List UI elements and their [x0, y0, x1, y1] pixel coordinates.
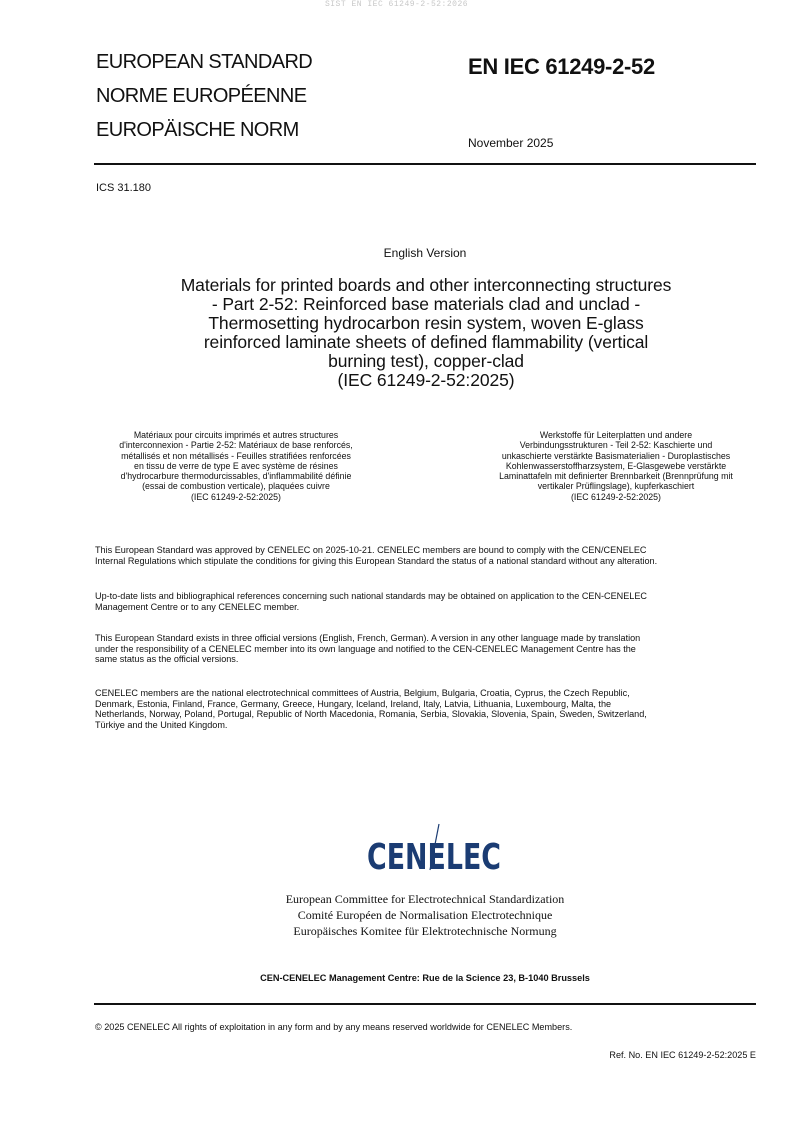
french-title-line: (IEC 61249-2-52:2025)	[191, 491, 281, 502]
paragraph-line: This European Standard was approved by CENELEC on 2025-10-21. CENELEC members are bound to comply with the CEN/CENELEC	[95, 545, 647, 555]
standard-type-english: EUROPEAN STANDARD	[96, 51, 313, 73]
committee-names	[94, 891, 756, 939]
paragraph-line: Management Centre or to any CENELEC member.	[95, 601, 300, 612]
french-title	[86, 430, 386, 502]
committee-name-english: European Committee for Electrotechnical Standardization	[285, 892, 565, 906]
standard-type-french: NORME EUROPÉENNE	[96, 85, 307, 107]
language-version: English Version	[383, 246, 467, 260]
standard-type-names	[96, 52, 312, 154]
standard-type-german: EUROPÄISCHE NORM	[96, 119, 299, 141]
committee-name-german: Europäisches Komitee für Elektrotechnische Normung	[293, 924, 557, 938]
german-title-line: (IEC 61249-2-52:2025)	[571, 491, 661, 502]
title-line: (IEC 61249-2-52:2025)	[337, 370, 515, 390]
members-paragraph	[95, 688, 765, 730]
french-title-line: (essai de combustion verticale), plaquées cuivre	[142, 481, 330, 492]
title-line: burning test), copper-clad	[328, 351, 524, 371]
french-title-line: Matériaux pour circuits imprimés et autres structures	[133, 430, 339, 440]
german-title-line: Kohlenwasserstoffharzsystem, E-Glasgewebe verstärkte	[505, 460, 727, 471]
ics-code: ICS 31.180	[96, 182, 152, 194]
paragraph-line: Türkiye and the United Kingdom.	[95, 719, 228, 730]
management-centre-address: CEN-CENELEC Management Centre: Rue de la Science 23, B-1040 Brussels	[260, 973, 590, 983]
title-line: Materials for printed boards and other interconnecting structures	[180, 275, 672, 295]
approval-paragraph	[95, 545, 765, 566]
paragraph-line: This European Standard exists in three official versions (English, French, German). A version in any other language made by translation	[95, 633, 641, 643]
german-title-line: vertikaler Prüflingslage), kupferkaschiert	[537, 481, 695, 492]
header-divider	[94, 163, 756, 165]
paragraph-line: Denmark, Estonia, Finland, France, Germany, Greece, Hungary, Iceland, Ireland, Italy, Latvia, Lithuania, Luxembourg, Malta, the	[95, 698, 612, 709]
title-line: Thermosetting hydrocarbon resin system, woven E-glass	[208, 313, 644, 333]
footer-divider	[94, 1003, 756, 1005]
title-line: reinforced laminate sheets of defined flammability (vertical	[203, 332, 649, 352]
watermark: SIST EN IEC 61249-2-52:2026	[324, 0, 469, 9]
publication-date: November 2025	[468, 136, 554, 150]
cenelec-logo	[364, 822, 504, 878]
paragraph-line: same status as the official versions.	[95, 654, 239, 665]
title-line: - Part 2-52: Reinforced base materials clad and unclad -	[211, 294, 641, 314]
paragraph-line: CENELEC members are the national electrotechnical committees of Austria, Belgium, Bulgaria, Croatia, Cyprus, the Czech Republic,	[95, 688, 630, 698]
paragraph-line: under the responsibility of a CENELEC member into its own language and notified to the CEN-CENELEC Management Centre has the	[95, 643, 636, 654]
logo-wordmark: CENELEC	[367, 837, 501, 878]
german-title-line: unkaschierte verstärkte Basismaterialien - Duroplastisches	[501, 450, 731, 461]
german-title-line: Laminattafeln mit definierter Brennbarkeit (Brennprüfung mit	[499, 471, 733, 482]
paragraph-line: Up-to-date lists and bibliographical references concerning such national standards may be obtained on application to the CEN-CENELEC	[95, 591, 648, 601]
paragraph-line: Internal Regulations which stipulate the conditions for giving this European Standard the status of a national standard without any alteration.	[95, 555, 658, 566]
french-title-line: en tissu de verre de type E avec système de résines	[134, 460, 338, 471]
paragraph-line: Netherlands, Norway, Poland, Portugal, Republic of North Macedonia, Romania, Serbia, Slovakia, Slovenia, Spain, Sweden, Switzerland,	[95, 709, 647, 720]
french-title-line: d'hydrocarbure thermodurcissables, d'inflammabilité définie	[120, 471, 352, 482]
french-title-line: métallisés et non métallisés - Feuilles stratifiées renforcées	[121, 450, 351, 461]
german-title-line: Werkstoffe für Leiterplatten und andere	[539, 430, 693, 440]
reference-number: Ref. No. EN IEC 61249-2-52:2025 E	[609, 1050, 756, 1060]
german-title-line: Verbindungsstrukturen - Teil 2-52: Kaschierte und	[519, 440, 713, 451]
french-title-line: d'interconnexion - Partie 2-52: Matériaux de base renforcés,	[119, 440, 353, 451]
references-paragraph	[95, 591, 765, 612]
document-title	[130, 276, 722, 390]
german-title	[466, 430, 766, 502]
committee-name-french: Comité Européen de Normalisation Electrotechnique	[297, 908, 553, 922]
standard-number: EN IEC 61249-2-52	[468, 54, 655, 79]
versions-paragraph	[95, 633, 765, 665]
copyright-notice: © 2025 CENELEC All rights of exploitation in any form and by any means reserved worldwide for CENELEC Members.	[95, 1022, 573, 1032]
